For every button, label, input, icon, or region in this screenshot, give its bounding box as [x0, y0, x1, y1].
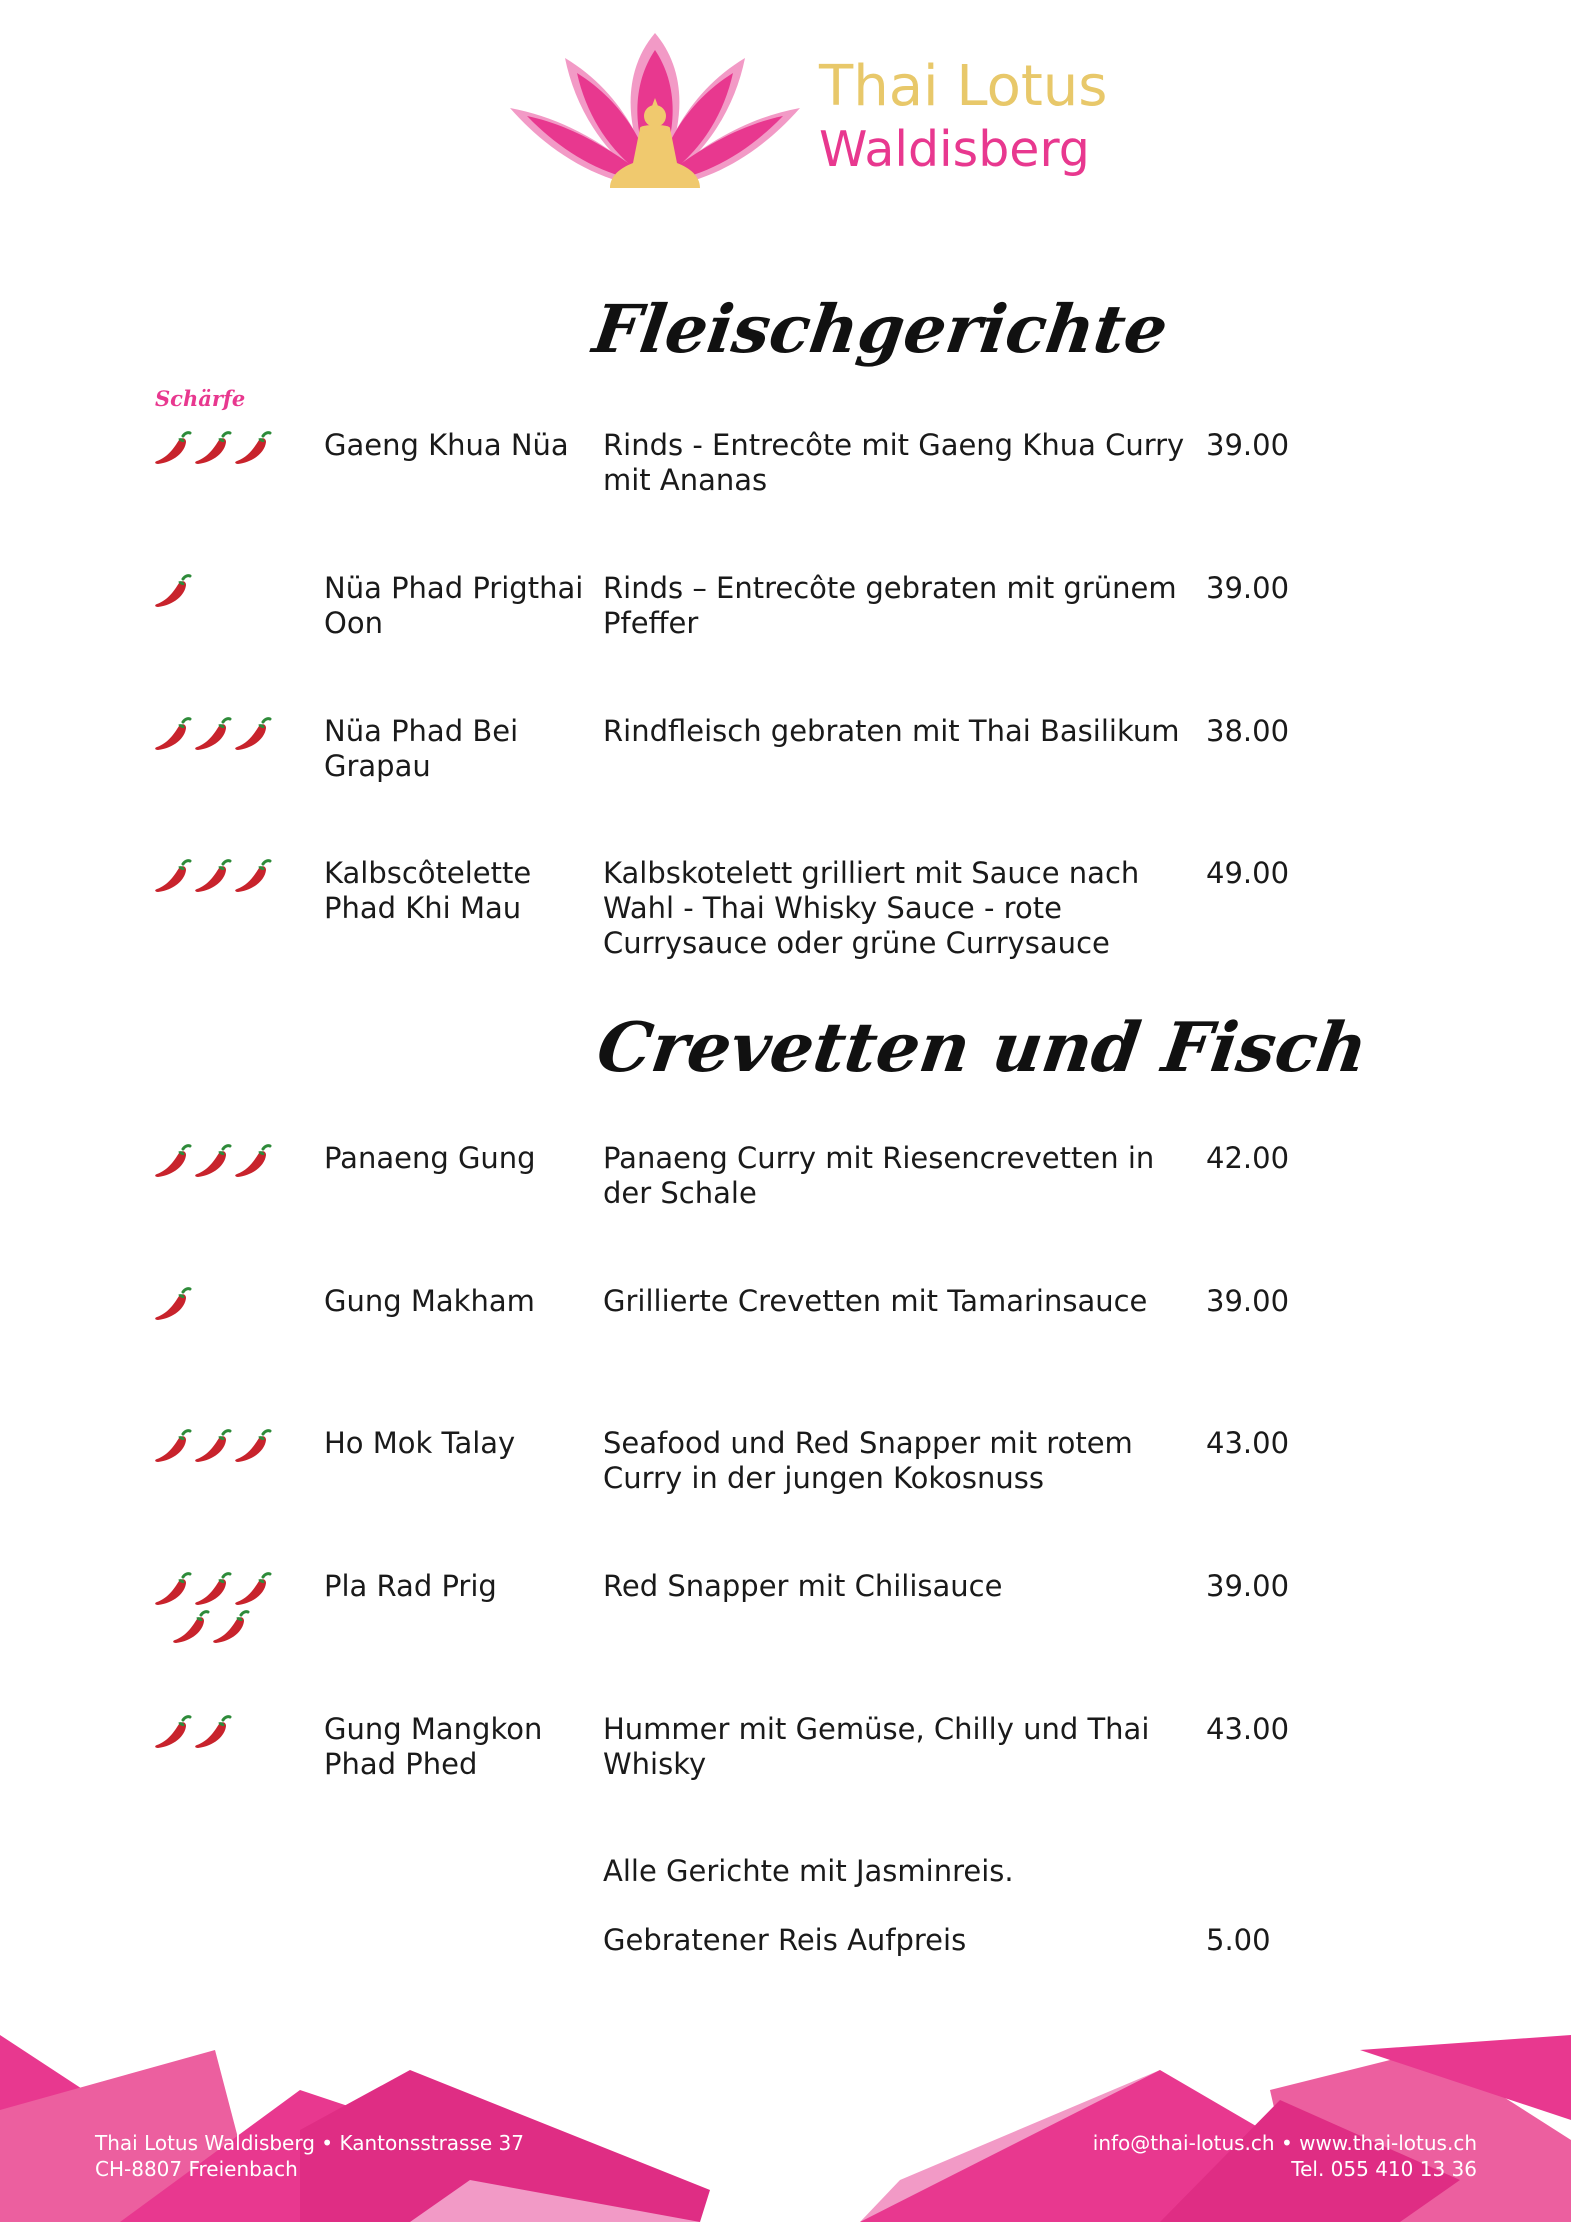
- dish-price: 39.00: [1206, 428, 1290, 462]
- spice-level: [152, 1143, 292, 1181]
- logo: [505, 28, 1108, 198]
- dish-price: 38.00: [1206, 714, 1290, 748]
- spice-level: [152, 573, 292, 611]
- dish-description: Rindfleisch gebraten mit Thai Basilikum: [603, 714, 1180, 748]
- dish-name: Pla Rad Prig: [324, 1569, 497, 1603]
- footer-decoration: [0, 2030, 1571, 2222]
- dish-name: Gaeng Khua Nüa: [324, 428, 569, 462]
- spice-level: [152, 1571, 292, 1647]
- section-title-seafood: Crevetten und Fisch: [592, 1008, 1373, 1088]
- fried-rice-price: 5.00: [1206, 1923, 1271, 1957]
- chili-icon: [192, 716, 232, 754]
- chili-icon: [232, 430, 272, 468]
- spice-level: [152, 1286, 292, 1324]
- chili-icon: [152, 1571, 192, 1609]
- dish-price: 43.00: [1206, 1712, 1290, 1746]
- chili-icon: [192, 430, 232, 468]
- dish-name: Gung Makham: [324, 1284, 535, 1318]
- brand-name: Thai Lotus: [819, 54, 1108, 119]
- dish-price: 39.00: [1206, 1284, 1290, 1318]
- dish-name: Nüa Phad Bei Grapau: [324, 714, 519, 783]
- fried-rice-label: Gebratener Reis Aufpreis: [603, 1923, 967, 1957]
- dish-description: Grillierte Crevetten mit Tamarinsauce: [603, 1284, 1148, 1318]
- dish-description: Hummer mit Gemüse, Chilly und Thai Whisky: [603, 1712, 1150, 1781]
- dish-name: Kalbscôtelette Phad Khi Mau: [324, 856, 532, 925]
- chili-icon: [192, 1428, 232, 1466]
- chili-icon: [192, 1571, 232, 1609]
- footer-contact-line1[interactable]: info@thai-lotus.ch • www.thai-lotus.ch: [1092, 2131, 1477, 2155]
- rice-note: Alle Gerichte mit Jasminreis.: [603, 1854, 1014, 1888]
- chili-icon: [170, 1609, 210, 1647]
- chili-icon: [192, 1714, 232, 1752]
- spice-level: [152, 716, 292, 754]
- chili-icon: [152, 1143, 192, 1181]
- dish-name: Nüa Phad Prigthai Oon: [324, 571, 584, 640]
- footer-address-line2: CH-8807 Freienbach: [95, 2157, 298, 2181]
- spice-level: [152, 430, 292, 468]
- spice-level: [152, 858, 292, 896]
- footer-contact: [1093, 2130, 1477, 2182]
- chili-icon: [152, 430, 192, 468]
- spice-label: Schärfe: [155, 386, 246, 411]
- chili-icon: [192, 858, 232, 896]
- dish-description: Rinds – Entrecôte gebraten mit grünem Pfeffer: [603, 571, 1177, 640]
- dish-price: 42.00: [1206, 1141, 1290, 1175]
- chili-icon: [152, 858, 192, 896]
- chili-icon: [152, 1286, 192, 1324]
- spice-level: [152, 1714, 292, 1752]
- dish-description: Kalbskotelett grilliert mit Sauce nach Wahl - Thai Whisky Sauce - rote Currysauce oder grüne Currysauce: [603, 856, 1140, 960]
- chili-icon: [210, 1609, 250, 1647]
- chili-icon: [192, 1143, 232, 1181]
- dish-description: Rinds - Entrecôte mit Gaeng Khua Curry mit Ananas: [603, 428, 1185, 497]
- chili-icon: [232, 1143, 272, 1181]
- chili-icon: [152, 1714, 192, 1752]
- chili-icon: [232, 1571, 272, 1609]
- brand-location: Waldisberg: [819, 121, 1090, 178]
- footer-contact-line2: Tel. 055 410 13 36: [1291, 2157, 1477, 2181]
- dish-name: Panaeng Gung: [324, 1141, 536, 1175]
- chili-icon: [232, 1428, 272, 1466]
- dish-price: 49.00: [1206, 856, 1290, 890]
- chili-icon: [152, 1428, 192, 1466]
- dish-description: Red Snapper mit Chilisauce: [603, 1569, 1003, 1603]
- dish-description: Panaeng Curry mit Riesencrevetten in der Schale: [603, 1141, 1155, 1210]
- dish-name: Gung Mangkon Phad Phed: [324, 1712, 543, 1781]
- chili-icon: [152, 716, 192, 754]
- spice-level: [152, 1428, 292, 1466]
- section-title-meat: Fleischgerichte: [588, 290, 1173, 368]
- dish-price: 39.00: [1206, 1569, 1290, 1603]
- dish-name: Ho Mok Talay: [324, 1426, 516, 1460]
- chili-icon: [152, 573, 192, 611]
- footer-address: [95, 2130, 524, 2182]
- chili-icon: [232, 716, 272, 754]
- footer-address-line1: Thai Lotus Waldisberg • Kantonsstrasse 37: [95, 2131, 525, 2155]
- lotus-buddha-icon: [505, 28, 805, 198]
- dish-description: Seafood und Red Snapper mit rotem Curry in der jungen Kokosnuss: [603, 1426, 1133, 1495]
- dish-price: 39.00: [1206, 571, 1290, 605]
- dish-price: 43.00: [1206, 1426, 1290, 1460]
- chili-icon: [232, 858, 272, 896]
